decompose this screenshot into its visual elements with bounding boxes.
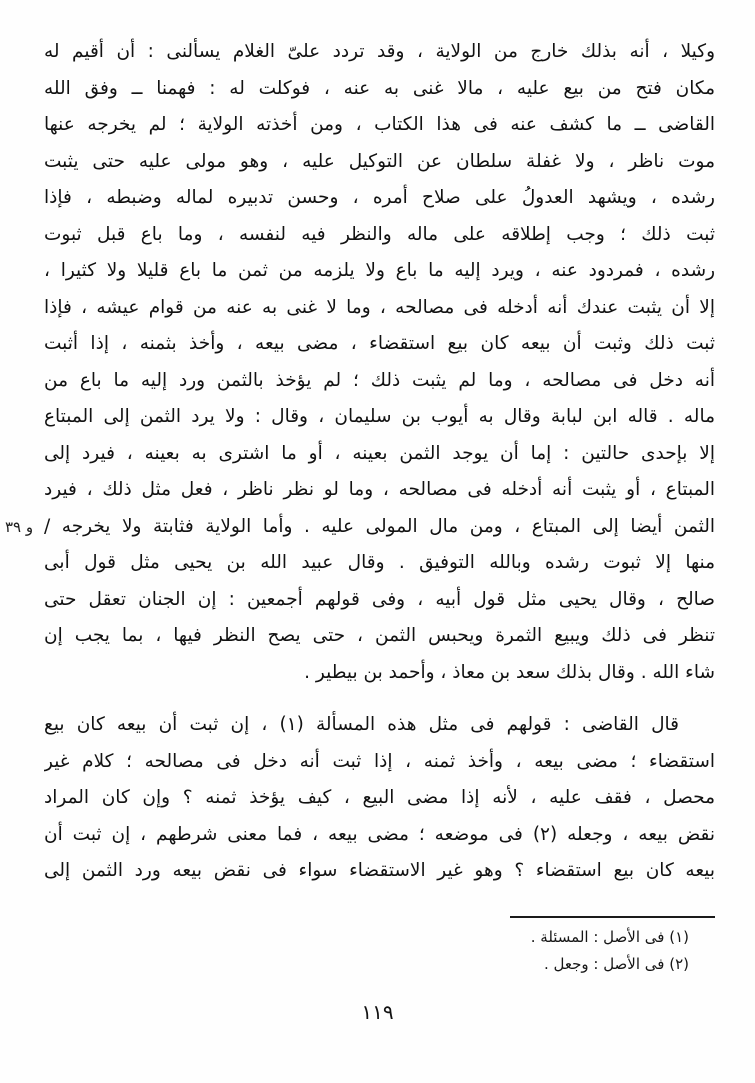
text-line: القاضى ــ ما كشف عنه فى هذا الكتاب ، ومن أخذته الولاية ؛ لم يخرجه عنها [44, 114, 715, 135]
text-line: الثمن أيضا إلى المبتاع ، ومن مال المولى عليه . وأما الولاية فثابتة ولا يخرجه / [44, 515, 715, 537]
footnote: (١) فى الأصل : المسئلة . [530, 928, 689, 946]
paragraph [44, 707, 715, 890]
text-line: موت ناظر ، ولا غفلة سلطان عن التوكيل عليه ، وهو مولى عليه حتى يثبت [44, 150, 715, 172]
text-block [44, 34, 715, 890]
text-line: ماله . قاله ابن لبابة وقال به أيوب بن سليمان ، وقال : ولا يرد الثمن إلى المبتاع [44, 406, 715, 427]
text-line: صالح ، وقال يحيى مثل قول أبيه ، وفى قولهم أجمعين : إن الجنان تعقل حتى [44, 588, 715, 610]
text-line: شاء الله . وقال بذلك سعد بن معاذ ، وأحمد بن بيطير . [304, 661, 715, 683]
text-line: استقضاء ؛ مضى بيعه ، وأخذ ثمنه ، إذا ثبت أنه دخل فى مصالحه ؛ كلام غير [44, 750, 715, 772]
paragraph [44, 34, 715, 691]
footnote-separator [510, 916, 715, 918]
paragraph-gap [44, 691, 715, 707]
text-line: محصل ، فقف عليه ، لأنه إذا مضى البيع ، كيف يؤخذ ثمنه ؟ وإن كان المراد [44, 787, 715, 808]
text-line: وكيلا ، أنه بذلك خارج من الولاية ، وقد تردد علىّ الغلام يسألنى : أن أقيم له [44, 41, 715, 62]
text-line: تنظر فى ذلك ويبيع الثمرة ويحبس الثمن ، حتى يصح النظر فيها ، بما يجب إن [44, 625, 715, 646]
text-line: رشده ، فمردود عنه ، ويرد إليه ما باع ولا يلزمه من ثمن ما باع قليلا ولا كثيرا ، [44, 260, 715, 281]
folio-margin-note: و ٣٩ [5, 518, 34, 536]
text-line: ثبت ذلك وثبت أن بيعه كان بيع استقضاء ، مضى بيعه ، وأخذ بثمنه ، إذا أثبت [44, 333, 715, 354]
text-line: قال القاضى : قولهم فى مثل هذه المسألة (١) ، إن ثبت أن بيعه كان بيع [44, 714, 679, 735]
text-line: بيعه كان بيع استقضاء ؟ وهو غير الاستقضاء سواء فى نقض بيعه ورد الثمن إلى [44, 860, 715, 881]
text-line: نقض بيعه ، وجعله (٢) فى موضعه ؛ مضى بيعه ، فما معنى شرطهم ، إن ثبت أن [44, 823, 715, 845]
footnote: (٢) فى الأصل : وجعل . [543, 955, 689, 973]
footnotes [44, 924, 689, 978]
text-line: المبتاع ، أو يثبت أنه أدخله فى مصالحه ، وما لو نظر ناظر ، فعل مثل ذلك ، فيرد [44, 479, 715, 500]
text-line: ثبت ذلك ؛ وجب إطلاقه على ماله والنظر فيه لنفسه ، وما باع قبل ثبوت [44, 223, 715, 245]
text-line: إلا أن يثبت عندك أنه أدخله فى مصالحه ، وما لا غنى به عنه من قوام عيشه ، فإذا [44, 296, 715, 318]
text-line: إلا بإحدى حالتين : إما أن يوجد الثمن بعينه ، أو ما اشترى به بعينه ، فيرد إلى [44, 442, 715, 464]
text-line: منها إلا ثبوت رشده وبالله التوفيق . وقال عبيد الله بن يحيى مثل قول أبى [44, 552, 715, 573]
text-line: أنه دخل فى مصالحه ، وما لم يثبت ذلك ؛ لم يؤخذ بالثمن ورد إليه ما باع من [44, 369, 715, 391]
page-number: ١١٩ [361, 1000, 394, 1024]
text-line: رشده ، ويشهد العدولُ على صلاح أمره ، وحسن تدبيره لماله وضبطه ، فإذا [44, 187, 715, 208]
text-line: مكان فتح من بيع عليه ، مالا غنى به عنه ، فوكلت له : فهمنا ــ وفق الله [44, 77, 715, 99]
